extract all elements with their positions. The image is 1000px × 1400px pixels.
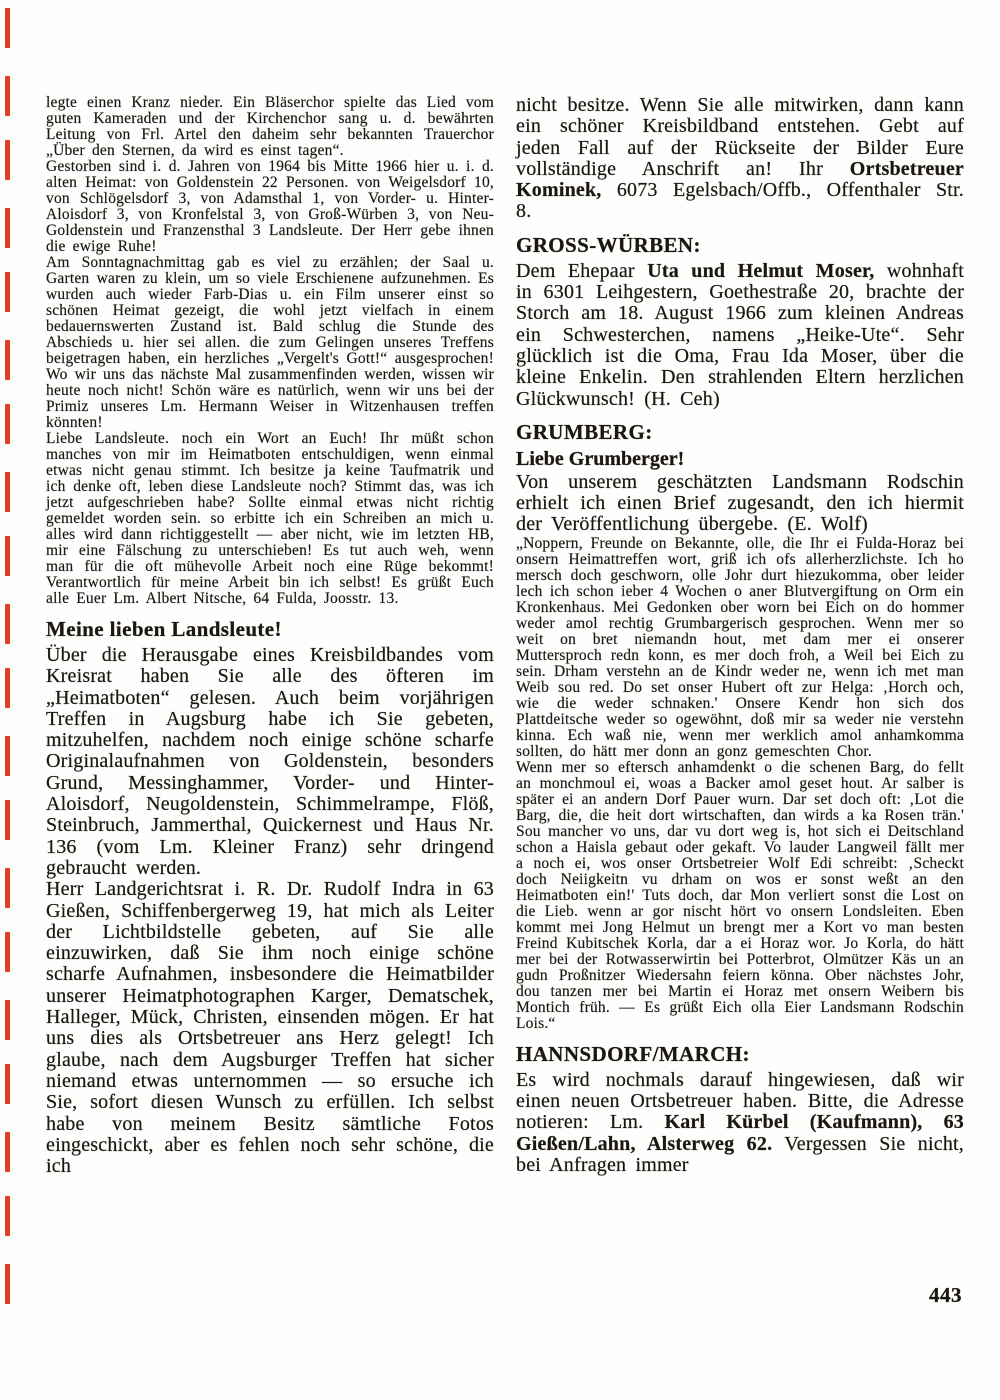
red-edge-mark: [5, 1064, 10, 1104]
red-edge-mark: [5, 76, 10, 116]
letter-paragraph: „Noppern, Freunde on Bekannte, olle, die Ihr ei Fulda-Horaz bei onsern Heimattreffen wort, griß ich ofs allerherzlichste. Ich ho mersch doch geschworn, olle Johr durt hiezukomma, ober leider lech ich schon ieber 4 Wochen o aner Blutvergiftung on Orm ein Kronkenhaus. Mei Gedonken ober worn bei Eich on do hommer weder amol rechtig Grumbargerisch gesprochen. Wenn mer so weit on bret niemandn hout, met dam mer ei onserer Muttersproch redn konn, es mer doch froh, a Weil bei Eich zu sein. Drham verstehn an de Kindr weder ne, wenn ich met man Weib sou red. Do set onser Hubert oft zur Helga: ‚Horch och, wie die weder schnaken.' Onsere Kendr hon sich dos Plattdeitsche weder so ogewöhnt, doß mir sa weder nie verstehn kinna. Ech waß nie, wenn mer werklich amol anhamkomma sollten, do hätt mer donn an gonz gemeschten Chor.: [516, 534, 964, 760]
text-segment: Es wird nochmals darauf hingewiesen, daß wir einen neuen Ortsbetreuer haben. Bitte, die Adresse notieren: Lm.: [516, 1068, 964, 1134]
section-heading-grumberg: GRUMBERG:: [516, 419, 653, 444]
body-paragraph: Von unserem geschätzten Landsmann Rodschin erhielt ich einen Brief zugesandt, den ich hiermit der Veröffentlichung übergebe. (E. Wolf): [516, 470, 964, 536]
page-number: 443: [929, 1283, 962, 1307]
red-edge-mark: [5, 800, 10, 840]
bold-text-segment: Ortsbetreuer Kominek,: [516, 157, 964, 202]
body-paragraph: [516, 1070, 964, 1176]
letter-paragraph: Wenn mer so eftersch anhamdenkt o die schenen Barg, do fellt an monchmoul ei, woas a Backer amol geset hout. Ar salber is später ei an andern Dorf Pauer wurn. Dar set doch oft: ‚Lot die Barg, die, die heit dort wirtschaften, dan wirds a ka Rosen trän.' Sou mancher vo uns, dar vu dort weg is, hot sich ei Deitschland schon a Haisla gebaut oder gekaft. Vo lauder Langweil fällt mer a noch ei, wos onser Ortsbetreier Wolf Edi schreibt: ‚Scheckt doch Neiigkeitn vu drham on wos er sonst weßt an den Heimatboten ein!' Tuts doch, dar Mon verliert sonst die Lost on die Lieb. wenn ar gor nischt hört vo onsern Londsleiten. Eben kommt mei Jong Helmut un brengt mer a Kort vo man besten Freind Kubitschek Korla, dar a ei Horaz wor. Jo Korla, do hätt mer bei der Rotwasserwirtin bei Potterbrot, Olmützer Käs un an gudn Proßnitzer Wiedersahn feiern könna. Ober nächstes Johr, dou tanzen mer bei Martin ei Horaz met onsern Weibern bis Montich früh. — Es grüßt Eich olla Eier Landsmann Rodschin Lois.“: [516, 758, 964, 1032]
red-edge-mark: [5, 736, 10, 776]
red-edge-mark: [5, 668, 10, 708]
red-edge-mark: [5, 536, 10, 576]
body-paragraph: Über die Herausgabe eines Kreisbildbandes vom Kreisrat haben Sie alle des öfteren im „Heimatboten“ gelesen. Auch beim vorjährigen Treffen in Augsburg habe ich Sie gebeten, mitzuhelfen, nachdem noch einige schöne scharfe Originalaufnahmen von Goldenstein, besonders Grund, Messinghammer, Vorder- und Hinter-Aloisdorf, Neugoldenstein, Schimmelrampe, Flöß, Steinbruch, Jammerthal, Quickernest und Haus Nr. 136 (vom Lm. Kleiner Franz) sehr dringend gebraucht werden.: [46, 644, 494, 879]
red-edge-mark: [5, 1132, 10, 1172]
red-edge-mark: [5, 604, 10, 644]
body-paragraph: [516, 261, 964, 410]
right-column: [516, 95, 964, 1177]
section-heading-hannsdorf: HANNSDORF/MARCH:: [516, 1041, 750, 1066]
red-edge-mark: [5, 1264, 10, 1304]
body-paragraph: Am Sonntagnachmittag gab es viel zu erzählen; der Saal u. Garten waren zu klein, um so viele Erschienene aufzunehmen. Es wurden auch wieder Farb-Dias u. ein Film unserer einst so schönen Heimat gezeigt, die wohl jetzt vielfach in einem bedauernswerten Zustand ist. Bald schlug die Stunde des Abschieds u. hier sei allen. die zum Gelingen unseres Treffens beigetragen haben, ein herzliches „Vergelt's Gott!“ ausgesprochen! Wo wir uns das nächste Mal zusammenfinden werden, wissen wir heute noch nicht! Schön wäre es natürlich, wenn wir uns bei der Primiz unseres Lm. Hermann Weiser in Witzenhausen treffen könnten!: [46, 254, 494, 431]
text-segment: nicht besitze. Wenn Sie alle mitwirken, dann kann ein schöner Kreisbildband entstehen. Gebt auf jeden Fall auf der Rückseite der Bilder Eure vollständige Anschrift an! Ihr: [516, 94, 964, 180]
body-paragraph: Herr Landgerichtsrat i. R. Dr. Rudolf Indra in 63 Gießen, Schiffenbergerweg 19, hat mich als Leiter der Lichtbildstelle gebeten, auf Sie alle einzuwirken, daß Sie ihm noch einige schöne scharfe Aufnahmen, insbesondere die Heimatbilder unserer Heimatphotographen Karger, Dematschek, Halleger, Mück, Christen, einsenden mögen. Er hat uns dies als Ortsbetreuer ans Herz gelegt! Ich glaube, nach dem Augsburger Treffen hat sicher niemand etwas unternommen — so ersuche ich Sie, sofort diesen Wunsch zu erfüllen. Ich selbst habe von meinem Besitz sämtliche Fotos eingeschickt, aber es fehlen noch sehr schöne, die ich: [46, 878, 494, 1178]
body-paragraph: legte einen Kranz nieder. Ein Bläserchor spielte das Lied vom guten Kameraden und der Kirchenchor sang u. d. bewährten Leitung von Frl. Artel den daheim sehr bekannten Trauerchor „Über den Sternen, da wird es einst tagen“.: [46, 94, 494, 159]
text-segment: Dem Ehepaar: [516, 259, 648, 282]
text-segment: wohnhaft in 6301 Leihgestern, Goethestraße 20, brachte der Storch am 18. August 1966 zum kleinen Andreas ein Schwesterchen, namens „Heike-Ute“. Sehr glücklich ist die Oma, Frau Ida Moser, über die kleine Enkelin. Den strahlenden Eltern herzlichen Glückwunsch! (H. Ceh): [516, 259, 965, 410]
text-segment: 6073 Egelsbach/Offb., Offenthaler Str. 8.: [516, 179, 964, 223]
letter-salutation: Liebe Grumberger!: [516, 447, 685, 470]
red-edge-mark: [5, 340, 10, 380]
left-column: [46, 95, 494, 1177]
text-columns: [46, 95, 964, 1177]
bold-text-segment: Uta und Helmut Moser,: [647, 259, 875, 282]
red-edge-mark: [5, 1196, 10, 1236]
text-segment: Vergessen Sie nicht, bei Anfragen immer: [516, 1132, 964, 1176]
red-edge-mark: [5, 8, 10, 48]
red-edge-mark: [5, 208, 10, 248]
red-edge-mark: [5, 272, 10, 312]
red-edge-mark: [5, 472, 10, 512]
body-paragraph: [516, 95, 964, 223]
body-paragraph: Gestorben sind i. d. Jahren von 1964 bis Mitte 1966 hier u. i. d. alten Heimat: von Goldenstein 22 Personen. von Weigelsdorf 10, von Schlögelsdorf 3, von Adamsthal 1, von Vorder- u. Hinter-Aloisdorf 3, von Kronfelstal 3, von Groß-Würben 3, von Neu-Goldenstein und Franzensthal 3 Landsleute. Der Herr gebe ihnen die ewige Ruhe!: [46, 158, 494, 255]
red-edge-mark: [5, 140, 10, 180]
bold-text-segment: Karl Kürbel (Kaufmann), 63 Gießen/Lahn, Alsterweg 62.: [516, 1111, 964, 1155]
red-edge-mark: [5, 404, 10, 444]
section-heading-gross-wuerben: GROSS-WÜRBEN:: [516, 232, 701, 257]
red-edge-mark: [5, 868, 10, 908]
red-edge-mark: [5, 932, 10, 972]
section-heading-landsleute: Meine lieben Landsleute!: [46, 617, 282, 641]
red-edge-mark: [5, 1000, 10, 1040]
body-paragraph: Liebe Landsleute. noch ein Wort an Euch! Ihr müßt schon manches von mir im Heimatboten entschuldigen, wenn einmal etwas nicht genau stimmt. Ich besitze ja keine Taufmatrik und ich denke oft, leben diese Landsleute noch? Stimmt das, was ich jetzt aufgeschrieben habe? Sollte einmal etwas nicht richtig gemeldet worden sein. so erbitte ich ein Schreiben an mich u. alles wird dann richtiggestellt — aber nicht, wie im letzten HB, mir eine Fälschung zu unterschieben! Es tut auch weh, wenn man für die oft mühevolle Arbeit noch eine Rüge bekommt! Verantwortlich für meine Arbeit bin ich selbst! Es grüßt Euch alle Euer Lm. Albert Nitsche, 64 Fulda, Joosstr. 13.: [46, 430, 494, 607]
